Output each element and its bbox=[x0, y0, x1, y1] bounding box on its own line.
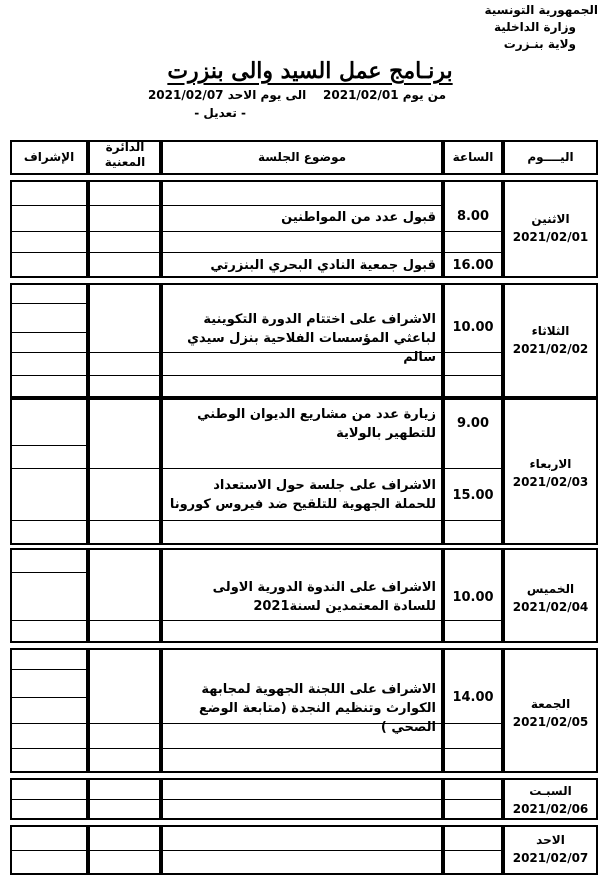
session-time: 10.00 bbox=[452, 320, 494, 335]
row-divider bbox=[10, 252, 503, 253]
day-date: 2021/02/01 bbox=[512, 230, 589, 244]
day-tuesday bbox=[503, 322, 598, 358]
day-name: السبـت bbox=[529, 784, 572, 798]
header-office: الدائرة المعنية bbox=[104, 140, 146, 169]
revision-note: - تعديل - bbox=[194, 106, 246, 120]
day-sunday bbox=[503, 831, 598, 867]
row-divider bbox=[10, 850, 503, 851]
day-date: 2021/02/05 bbox=[512, 715, 589, 729]
day-name: الاثنين bbox=[531, 212, 570, 226]
row-divider bbox=[10, 468, 503, 469]
day-thursday bbox=[503, 580, 598, 616]
row-divider bbox=[10, 620, 503, 621]
session-time: 14.00 bbox=[452, 690, 494, 705]
session-topic: الاشراف على اختتام الدورة التكوينية لباعثي المؤسسات الفلاحية بنزل سيدي سالم bbox=[187, 312, 436, 365]
period-to-day: الاحد bbox=[227, 88, 257, 102]
day-name: الخميس bbox=[526, 582, 575, 596]
period-to-label: الى يوم bbox=[260, 88, 307, 102]
row-divider bbox=[10, 572, 88, 573]
day-saturday bbox=[503, 782, 598, 818]
session-time: 8.00 bbox=[456, 209, 490, 224]
row-divider bbox=[443, 231, 503, 232]
day-name: الجمعة bbox=[530, 697, 571, 711]
day-date: 2021/02/03 bbox=[512, 475, 589, 489]
header-republic: الجمهورية التونسية bbox=[484, 3, 598, 17]
period-from-date: 2021/02/01 bbox=[323, 88, 399, 102]
session-time: 10.00 bbox=[452, 590, 494, 605]
header-topic: موضوع الجلسة bbox=[257, 150, 347, 164]
header-day: اليــــوم bbox=[527, 150, 574, 164]
session-time: 16.00 bbox=[452, 258, 494, 273]
day-name: الاربعاء bbox=[529, 457, 572, 471]
session-topic: قبول جمعية النادي البحري البنزرتي bbox=[210, 258, 436, 273]
group-wednesday-office bbox=[88, 398, 161, 545]
group-tuesday-office bbox=[88, 283, 161, 398]
row-divider bbox=[10, 445, 88, 446]
header-time: الساعة bbox=[452, 150, 494, 164]
row-divider bbox=[10, 748, 503, 749]
group-friday-office bbox=[88, 648, 161, 773]
row-divider bbox=[10, 332, 88, 333]
session-topic: الاشراف على الندوة الدورية الاولى للسادة المعتمدين لسنة2021 bbox=[212, 580, 436, 614]
group-friday-time bbox=[443, 648, 503, 773]
row-divider bbox=[10, 799, 503, 800]
day-date: 2021/02/06 bbox=[512, 802, 589, 816]
day-friday bbox=[503, 695, 598, 731]
row-divider bbox=[10, 669, 88, 670]
session-topic: الاشراف على اللجنة الجهوية لمجابهة الكوارث وتنظيم النجدة (متابعة الوضع الصحي ) bbox=[199, 682, 436, 735]
row-divider bbox=[10, 205, 443, 206]
period-from-label: من يوم bbox=[402, 88, 446, 102]
group-thursday-office bbox=[88, 548, 161, 643]
header-governorate: ولاية بنـزرت bbox=[503, 37, 576, 51]
row-divider bbox=[10, 231, 443, 232]
group-thursday-supervision bbox=[10, 548, 88, 643]
group-monday-supervision bbox=[10, 180, 88, 278]
session-topic: قبول عدد من المواطنين bbox=[281, 210, 436, 225]
header-ministry: وزارة الداخلية bbox=[493, 20, 576, 34]
row-divider bbox=[10, 697, 88, 698]
day-wednesday bbox=[503, 455, 598, 491]
session-topic: زيارة عدد من مشاريع الديوان الوطني للتطهير بالولاية bbox=[197, 407, 436, 441]
day-date: 2021/02/07 bbox=[512, 851, 589, 865]
day-name: الثلاثاء bbox=[531, 324, 570, 338]
group-tuesday-time bbox=[443, 283, 503, 398]
group-tuesday-supervision bbox=[10, 283, 88, 398]
row-divider bbox=[10, 520, 503, 521]
day-monday bbox=[503, 210, 598, 246]
group-friday-supervision bbox=[10, 648, 88, 773]
page-title: برنـامج عمل السيد والى بنزرت bbox=[167, 58, 453, 84]
session-topic: الاشراف على جلسة حول الاستعداد للحملة الجهوية للتلقيح ضد فيروس كورونا bbox=[169, 478, 436, 512]
header-supervision: الإشراف bbox=[23, 150, 75, 164]
period-to-date: 2021/02/07 bbox=[147, 88, 224, 102]
row-divider bbox=[10, 303, 88, 304]
group-monday-office bbox=[88, 180, 161, 278]
session-time: 15.00 bbox=[452, 488, 494, 503]
period-line bbox=[148, 88, 446, 102]
day-date: 2021/02/04 bbox=[512, 600, 589, 614]
group-wednesday-supervision bbox=[10, 398, 88, 545]
row-divider bbox=[10, 375, 503, 376]
day-date: 2021/02/02 bbox=[512, 342, 589, 356]
session-time: 9.00 bbox=[456, 416, 490, 431]
day-name: الاحد bbox=[536, 833, 565, 847]
